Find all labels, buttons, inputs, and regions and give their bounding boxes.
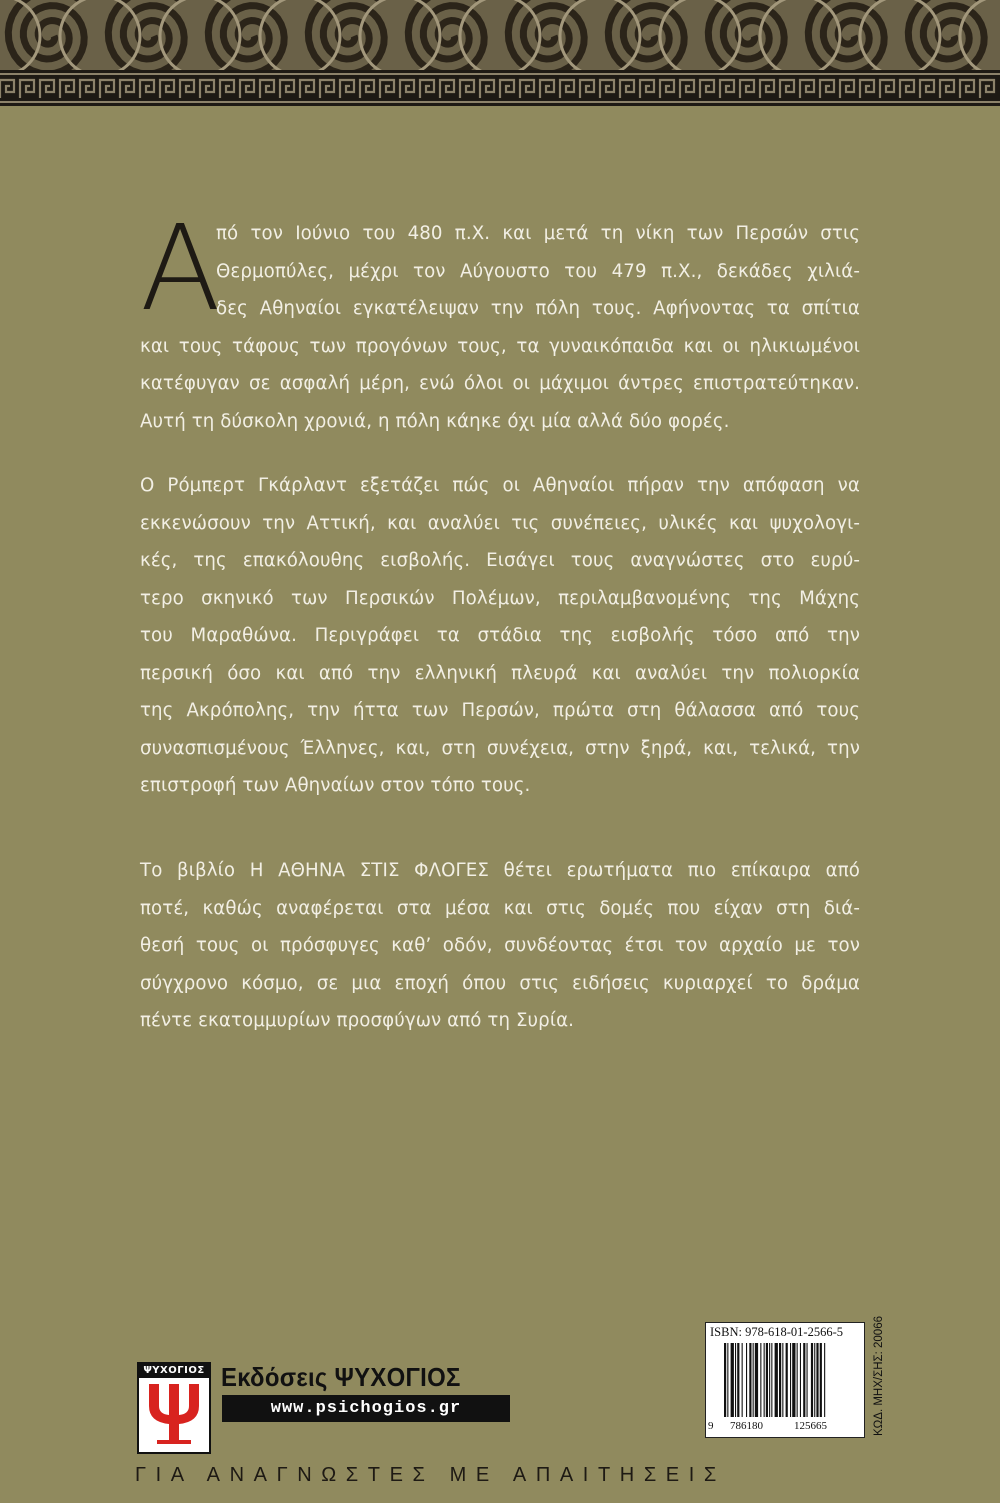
meander-motif — [880, 80, 894, 98]
barcode-bar — [727, 1343, 728, 1417]
paragraph-line: πό τον Ιούνιο του 480 π.Χ. και μετά τη νίκη των Περσών στις — [216, 223, 860, 244]
meander-motif — [520, 80, 534, 98]
meander-motif — [40, 80, 54, 98]
paragraph-line: εκκενώσουν την Αττική, και αναλύει τις συνέπειες, υλικές και ψυχολογι- — [140, 512, 860, 534]
meander-motif — [360, 80, 374, 98]
blurb-paragraph-3 — [140, 852, 860, 1040]
meander-motif — [980, 80, 994, 98]
paragraph-line: συνασπισμένους Έλληνες, και, στη συνέχεια, στην ξηρά, και, τελικά, την — [140, 737, 860, 759]
barcode-bar — [803, 1343, 805, 1417]
isbn-label: ISBN: 978-618-01-2566-5 — [710, 1325, 843, 1339]
barcode-bar — [749, 1343, 751, 1417]
paragraph-line: επιστροφή των Αθηναίων στον τόπο τους. — [140, 775, 531, 796]
meander-motif — [420, 80, 434, 98]
barcode-bar — [737, 1343, 739, 1417]
blurb-paragraph-2 — [140, 467, 860, 805]
meander-motif — [900, 80, 914, 98]
barcode-digit-first: 9 — [708, 1420, 714, 1432]
meander-motif — [720, 80, 734, 98]
barcode-bar — [769, 1343, 770, 1417]
barcode-bar — [811, 1343, 813, 1417]
paragraph-line: δες Αθηναίοι εγκατέλειψαν την πόλη τους. Αφήνοντας τα σπίτια — [216, 298, 860, 319]
meander-motif — [160, 80, 174, 98]
barcode-bar — [753, 1343, 754, 1417]
paragraph-line: Ο Ρόμπερτ Γκάρλαντ εξετάζει πώς οι Αθηναίοι πήραν την απόφαση να — [140, 475, 860, 496]
meander-motif — [340, 80, 354, 98]
barcode-bar — [807, 1343, 808, 1417]
meander-motif — [920, 80, 934, 98]
meander-motif — [700, 80, 714, 98]
meander-motif — [740, 80, 754, 98]
paragraph-line: ποτέ, καθώς αναφέρεται στα μέσα και στις δομές που είχαν στη διά- — [140, 897, 860, 919]
drop-cap-letter: Α — [140, 199, 221, 337]
barcode-bar — [766, 1343, 768, 1417]
barcode-bar — [814, 1343, 815, 1417]
publisher-logo — [137, 1362, 211, 1454]
meander-motif — [380, 80, 394, 98]
product-code: ΚΩΔ. ΜΗΧ/ΣΗΣ: 20066 — [873, 1316, 885, 1436]
logo-text: ΨΥΧΟΓΙΟΣ — [139, 1364, 209, 1378]
meander-motif — [100, 80, 114, 98]
publisher-tagline: ΓΙΑ ΑΝΑΓΝΩΣΤΕΣ ΜΕ ΑΠΑΙΤΗΣΕΙΣ — [135, 1464, 726, 1486]
paragraph-line: σύγχρονο κόσμο, σε μια εποχή όπου στις ειδήσεις κυριαρχεί το δράμα — [140, 972, 860, 994]
blurb-paragraph-1 — [140, 199, 860, 440]
meander-motif — [480, 80, 494, 98]
meander-motif — [440, 80, 454, 98]
meander-motif — [640, 80, 654, 98]
barcode-bar — [746, 1343, 747, 1417]
meander-motif — [680, 80, 694, 98]
barcode-bar — [816, 1343, 818, 1417]
paragraph-line: Το βιβλίο Η ΑΘΗΝΑ ΣΤΙΣ ΦΛΟΓΕΣ θέτει ερωτήματα πιο επίκαιρα από — [140, 860, 860, 881]
publisher-url: www.psichogios.gr — [222, 1395, 510, 1422]
barcode-bar — [800, 1343, 801, 1417]
meander-motif — [0, 80, 14, 98]
meander-motif — [20, 80, 34, 98]
meander-motif — [860, 80, 874, 98]
publisher-name: Εκδόσεις ΨΥΧΟΓΙΟΣ — [221, 1362, 461, 1392]
meander-motif — [60, 80, 74, 98]
meander-motif — [80, 80, 94, 98]
meander-border — [0, 70, 1000, 106]
barcode-bar — [735, 1343, 736, 1417]
paragraph-line: Αυτή τη δύσκολη χρονιά, η πόλη κάηκε όχι μία αλλά δύο φορές. — [140, 410, 730, 432]
barcode-bar — [786, 1343, 788, 1417]
meander-motif — [800, 80, 814, 98]
meander-motif — [280, 80, 294, 98]
paragraph-line: και τους τάφους των προγόνων τους, τα γυναικόπαιδα και οι ηλικιωμένοι — [140, 335, 860, 357]
barcode-digits-right: 125665 — [794, 1420, 827, 1432]
barcode-bar — [820, 1343, 822, 1417]
meander-motif — [820, 80, 834, 98]
meander-motif — [660, 80, 674, 98]
barcode-bar — [792, 1343, 795, 1417]
paragraph-line: περσική όσο και από την ελληνική πλευρά και αναλύει την πολιορκία — [140, 662, 860, 684]
meander-motif — [140, 80, 154, 98]
paragraph-line: κατέφυγαν σε ασφαλή μέρη, ενώ όλοι οι μάχιμοι άντρες επιστρατεύτηκαν. — [140, 373, 860, 394]
meander-motif — [580, 80, 594, 98]
meander-motif — [120, 80, 134, 98]
meander-motif — [780, 80, 794, 98]
barcode-bar — [771, 1343, 772, 1417]
meander-motif — [220, 80, 234, 98]
barcode-bar — [760, 1343, 761, 1417]
psi-icon — [145, 1380, 203, 1446]
barcode-bar — [775, 1343, 778, 1417]
meander-motif — [300, 80, 314, 98]
paragraph-line: Θερμοπύλες, μέχρι τον Αύγουστο του 479 π.Χ., δεκάδες χιλιά- — [216, 260, 860, 282]
meander-motif — [840, 80, 854, 98]
meander-motif — [940, 80, 954, 98]
paragraph-line: τερο σκηνικό των Περσικών Πολέμων, περιλαμβανομένης της Μάχης — [140, 587, 860, 609]
barcode-bar — [824, 1343, 825, 1417]
meander-motif — [320, 80, 334, 98]
barcode-bar — [731, 1343, 734, 1417]
meander-motif — [180, 80, 194, 98]
barcode-bar — [742, 1343, 743, 1417]
barcode-bar — [724, 1343, 726, 1417]
meander-motif — [240, 80, 254, 98]
meander-motif — [960, 80, 974, 98]
meander-motif — [620, 80, 634, 98]
meander-motif — [500, 80, 514, 98]
barcode-bar — [790, 1343, 791, 1417]
meander-motif — [600, 80, 614, 98]
paragraph-line: πέντε εκατομμυρίων προσφύγων από τη Συρία. — [140, 1010, 575, 1031]
paragraph-line: θεσή τους οι πρόσφυγες καθ’ οδόν, συνδέοντας έτσι τον αρχαίο με τον — [140, 935, 860, 956]
barcode-bars — [716, 1343, 854, 1421]
meander-motif — [400, 80, 414, 98]
barcode-bar — [797, 1343, 798, 1417]
meander-motif — [760, 80, 774, 98]
meander-motif — [540, 80, 554, 98]
meander-motif — [560, 80, 574, 98]
paragraph-line: κές, της επακόλουθης εισβολής. Εισάγει τους αναγνώστες στο ευρύ- — [140, 550, 860, 571]
barcode-bar — [764, 1343, 765, 1417]
barcode-bar — [779, 1343, 781, 1417]
barcode-bar — [755, 1343, 758, 1417]
paragraph-line: της Ακρόπολης, την ήττα των Περσών, πρώτα στη θάλασσα από τους — [140, 700, 860, 721]
barcode-digits-left: 786180 — [730, 1420, 763, 1432]
spiral-pattern — [0, 0, 1000, 72]
isbn-barcode — [705, 1322, 865, 1438]
meander-motif — [200, 80, 214, 98]
ornamental-header — [0, 0, 1000, 106]
paragraph-line: του Μαραθώνα. Περιγράφει τα στάδια της εισβολής τόσο από την — [140, 625, 860, 646]
meander-motif — [260, 80, 274, 98]
meander-motif — [460, 80, 474, 98]
barcode-bar — [782, 1343, 783, 1417]
